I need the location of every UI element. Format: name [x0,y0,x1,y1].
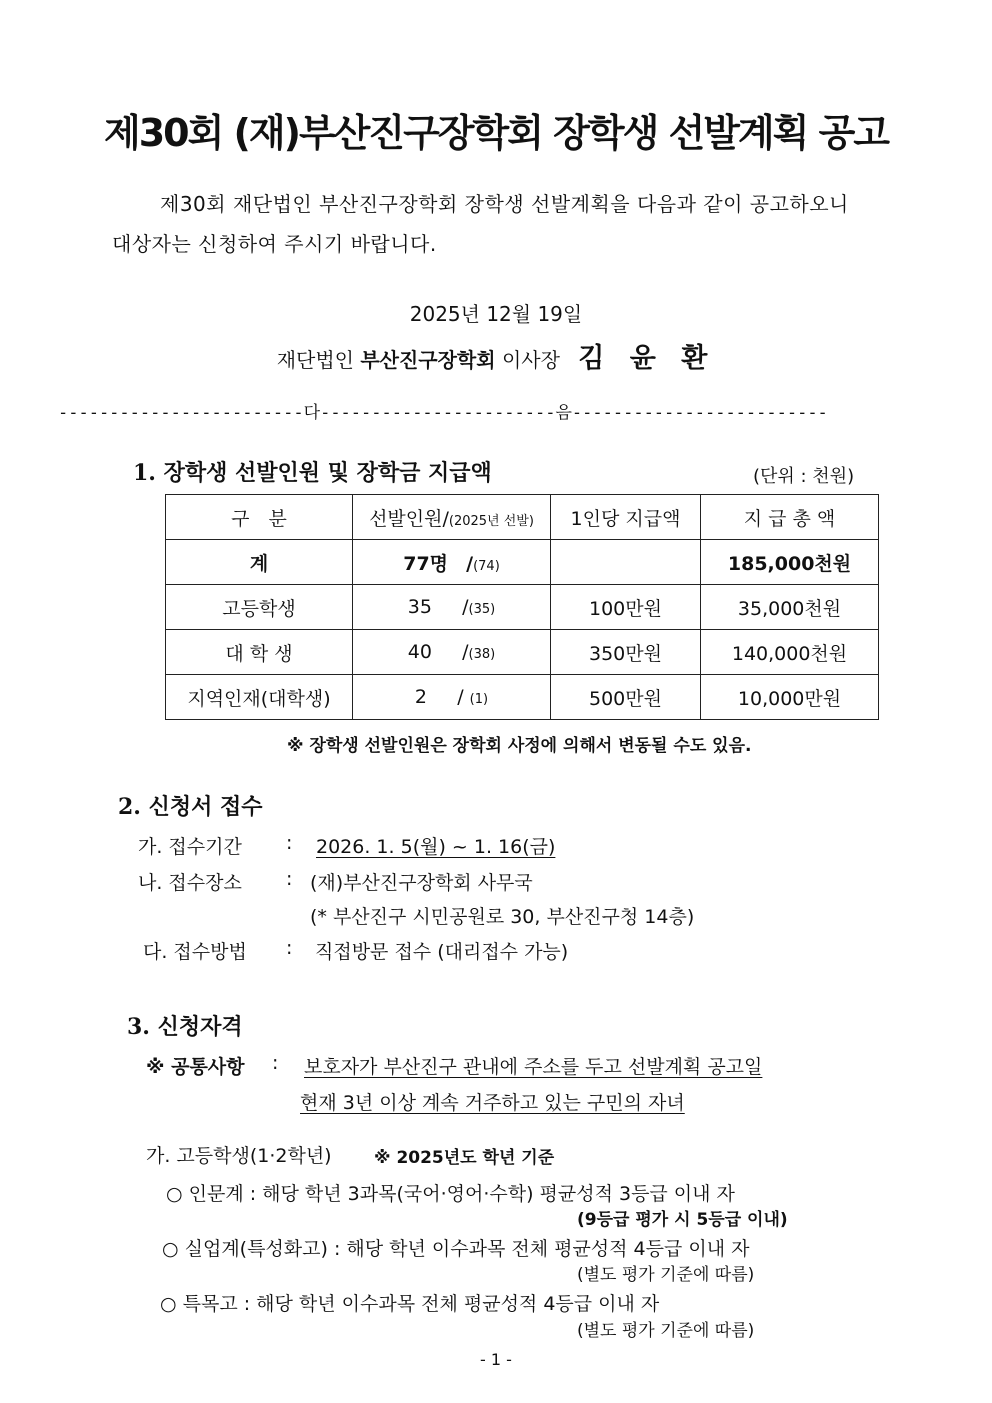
common-label: ※ 공통사항 [146,1056,245,1078]
cell-per-person: 500만원 [551,675,701,720]
criteria-note: (별도 평가 기준에 따름) [577,1321,755,1341]
colon: : [286,868,293,890]
cell-count: 35 /(35) [353,585,551,630]
intro-line-1: 제30회 재단법인 부산진구장학회 장학생 선발계획을 다음과 같이 공고하오니 [160,192,849,216]
cell-per-person: 100만원 [551,585,701,630]
page-number: - 1 - [480,1350,512,1369]
cell-count: 40 /(38) [353,630,551,675]
cell-category: 고등학생 [166,585,353,630]
sub-a-label: 가. 고등학생(1·2학년) [146,1145,332,1167]
criteria-note: (별도 평가 기준에 따름) [577,1265,755,1285]
divider-da: 다 [303,403,321,423]
period-value: 2026. 1. 5(월) ~ 1. 16(금) [316,836,556,858]
criteria-item: ○ 실업계(특성화고) : 해당 학년 이수과목 전체 평균성적 4등급 이내 자 [162,1238,750,1260]
announcement-date: 2025년 12월 19일 [409,302,583,326]
section-2-heading: 2. 신청서 접수 [118,794,263,820]
table-row [166,630,879,675]
table-note: ※ 장학생 선발인원은 장학회 사정에 의해서 변동될 수도 있음. [287,736,752,756]
sub-a-basis: ※ 2025년도 학년 기준 [374,1148,555,1168]
cell-total: 185,000천원 [701,540,879,585]
page-title: 제30회 (재)부산진구장학회 장학생 선발계획 공고 [104,111,888,155]
colon: : [286,937,293,959]
period-label: 가. 접수기간 [138,836,242,858]
criteria-note: (9등급 평가 시 5등급 이내) [577,1210,788,1230]
method-label: 다. 접수방법 [143,941,247,963]
divider-eum: 음 [555,403,572,423]
org-prefix: 재단법인 [276,348,354,372]
cell-category: 계 [166,540,353,585]
org-name: 부산진구장학회 [360,348,496,372]
intro-line-2: 대상자는 신청하여 주시기 바랍니다. [112,232,437,256]
cell-total: 35,000천원 [701,585,879,630]
cell-category: 대 학 생 [166,630,353,675]
criteria-item: ○ 특목고 : 해당 학년 이수과목 전체 평균성적 4등급 이내 자 [160,1293,660,1315]
cell-category: 지역인재(대학생) [166,675,353,720]
table-row [166,675,879,720]
colon: : [272,1052,279,1074]
common-line-2: 현재 3년 이상 계속 거주하고 있는 구민의 자녀 [300,1092,685,1114]
president-name: 김 윤 환 [578,343,716,374]
section-3-heading: 3. 신청자격 [127,1014,243,1040]
colon: : [286,832,293,854]
method-value: 직접방문 접수 (대리접수 가능) [315,941,569,963]
table-row [166,540,879,585]
header-per-person: 1인당 지급액 [551,495,701,540]
scholarship-table [165,494,879,720]
cell-count: 2 / (1) [353,675,551,720]
section-1-heading: 1. 장학생 선발인원 및 장학금 지급액 [133,460,492,486]
divider: ------------------------다-----------------------음------------------------- [58,403,828,423]
cell-per-person: 350만원 [551,630,701,675]
place-detail: (* 부산진구 시민공원로 30, 부산진구청 14층) [310,906,695,928]
header-total: 지 급 총 액 [701,495,879,540]
cell-count: 77명 /(74) [353,540,551,585]
table-row [166,585,879,630]
header-count: 선발인원/(2025년 선발) [353,495,551,540]
table-header-row [166,495,879,540]
criteria-item: ○ 인문계 : 해당 학년 3과목(국어·영어·수학) 평균성적 3등급 이내 자 [166,1183,735,1205]
place-label: 나. 접수장소 [138,872,242,894]
common-line-1: 보호자가 부산진구 관내에 주소를 두고 선발계획 공고일 [304,1056,763,1078]
unit-label: (단위 : 천원) [753,466,855,487]
cell-total: 10,000만원 [701,675,879,720]
cell-total: 140,000천원 [701,630,879,675]
place-value: (재)부산진구장학회 사무국 [310,872,533,894]
header-category: 구 분 [166,495,353,540]
role: 이사장 [501,348,560,372]
signature [0,336,992,375]
cell-per-person [551,540,701,585]
